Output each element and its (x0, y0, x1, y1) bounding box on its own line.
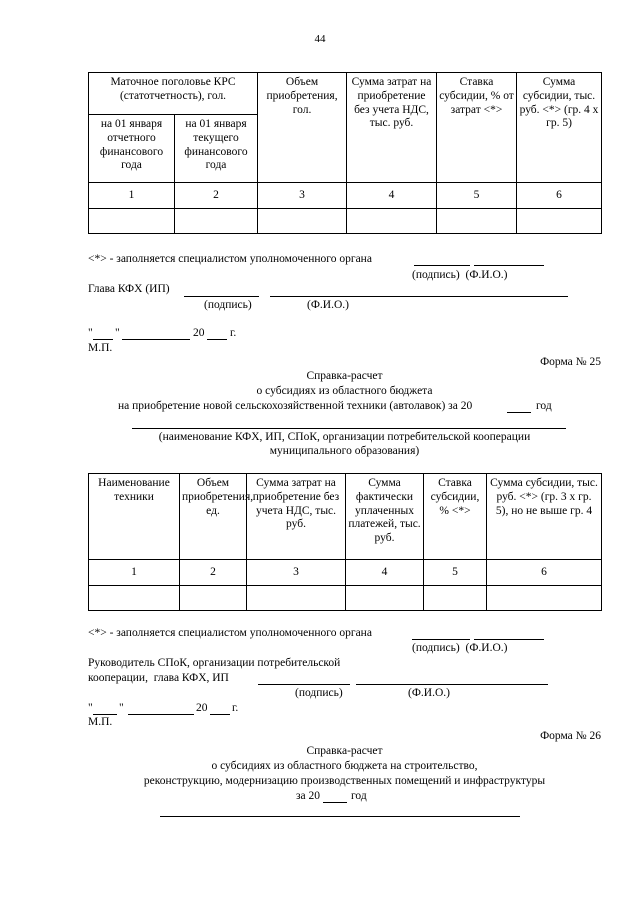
form-25-label: Форма № 25 (540, 356, 601, 368)
header-cost-sum: Сумма затрат на приобретение без учета НДС, тыс. руб. (347, 73, 437, 183)
form-26-year-line[interactable] (323, 802, 347, 803)
col-number: 1 (89, 560, 180, 586)
organization-name-line[interactable] (132, 428, 566, 429)
head-signature-line[interactable] (258, 684, 350, 685)
date-day-line[interactable] (93, 339, 113, 340)
header-herd-group: Маточное поголовье КРС (статотчетность), гол. (89, 73, 258, 115)
date-month-line[interactable] (122, 339, 190, 340)
header-current-year: на 01 января текущего финансового года (175, 115, 258, 183)
col-number: 1 (89, 183, 175, 209)
date-open-quote: " (88, 702, 93, 714)
header-purchase-volume: Объем приобретения, ед. (180, 474, 247, 560)
footnote-captions: (подпись) (Ф.И.О.) (412, 269, 508, 281)
footnote-captions: (подпись) (Ф.И.О.) (412, 642, 508, 654)
col-number: 2 (180, 560, 247, 586)
date-close-quote: " (115, 327, 120, 339)
signature-line[interactable] (414, 265, 470, 266)
sign-caption: (подпись) (295, 687, 343, 699)
table-number-row (89, 560, 602, 586)
form-25-year-line[interactable] (507, 412, 531, 413)
date-day-line[interactable] (93, 714, 117, 715)
date-year-prefix: 20 (196, 702, 208, 714)
table-cell[interactable] (180, 586, 247, 611)
table-cell[interactable] (437, 209, 517, 234)
table-cell[interactable] (346, 586, 424, 611)
head-fio-line[interactable] (356, 684, 548, 685)
form-26-subtitle-2: реконструкцию, модернизацию производственных помещений и инфраструктуры (143, 775, 546, 787)
head-signature-line[interactable] (184, 296, 259, 297)
header-paid-sum: Сумма фактически уплаченных платежей, тыс. руб. (346, 474, 424, 560)
table-cell[interactable] (424, 586, 487, 611)
date-year-line[interactable] (210, 714, 230, 715)
form-26-label: Форма № 26 (540, 730, 601, 742)
col-number: 3 (247, 560, 346, 586)
form-26-subtitle-1: о субсидиях из областного бюджета на строительство, (211, 760, 478, 772)
fio-caption: (Ф.И.О.) (408, 687, 450, 699)
date-month-line[interactable] (128, 714, 194, 715)
table-cell[interactable] (487, 586, 602, 611)
date-year-prefix: 20 (193, 327, 205, 339)
table-cell[interactable] (517, 209, 602, 234)
form-25-title: Справка-расчет (306, 370, 383, 382)
signature-line[interactable] (412, 639, 470, 640)
header-subsidy-sum: Сумма субсидии, тыс. руб. <*> (гр. 3 х гр. 5), но не выше гр. 4 (487, 474, 602, 560)
date-suffix: г. (232, 702, 239, 714)
date-open-quote: " (88, 327, 93, 339)
date-year-line[interactable] (207, 339, 227, 340)
header-cost-sum: Сумма затрат на приобретение без учета НДС, тыс. руб. (247, 474, 346, 560)
col-number: 3 (258, 183, 347, 209)
col-number: 6 (487, 560, 602, 586)
header-subsidy-rate: Ставка субсидии, % от затрат <*> (437, 73, 517, 183)
form-26-organization-line[interactable] (160, 816, 520, 817)
form-26-title: Справка-расчет (306, 745, 383, 757)
table-machinery-subsidy (88, 473, 602, 611)
page-number: 44 (314, 33, 326, 45)
header-subsidy-sum: Сумма субсидии, тыс. руб. <*> (гр. 4 х гр. 5) (517, 73, 602, 183)
col-number: 4 (347, 183, 437, 209)
table-number-row (89, 183, 602, 209)
col-number: 4 (346, 560, 424, 586)
col-number: 2 (175, 183, 258, 209)
footnote: <*> - заполняется специалистом уполномоченного органа (88, 253, 372, 265)
fio-caption: (Ф.И.О.) (307, 299, 349, 311)
header-purchase-volume: Объем приобретения, гол. (258, 73, 347, 183)
date-suffix: г. (230, 327, 237, 339)
table-cell[interactable] (89, 586, 180, 611)
form-26-period-prefix: за 20 (296, 790, 321, 802)
head-label-line-1: Руководитель СПоК, организации потребительской (88, 657, 341, 669)
fio-line[interactable] (474, 639, 544, 640)
table-cell[interactable] (347, 209, 437, 234)
head-fio-line[interactable] (270, 296, 568, 297)
table-cell[interactable] (175, 209, 258, 234)
stamp-place: М.П. (88, 342, 113, 354)
sign-caption: (подпись) (204, 299, 252, 311)
header-machinery-name: Наименование техники (89, 474, 180, 560)
organization-caption-1: (наименование КФХ, ИП, СПоК, организации потребительской кооперации (158, 431, 531, 443)
organization-caption-2: муниципального образования) (269, 445, 420, 457)
date-close-quote: " (119, 702, 124, 714)
table-cell[interactable] (247, 586, 346, 611)
col-number: 6 (517, 183, 602, 209)
header-subsidy-rate: Ставка субсидии, % <*> (424, 474, 487, 560)
form-25-period-suffix: год (536, 400, 552, 412)
footnote: <*> - заполняется специалистом уполномоченного органа (88, 627, 372, 639)
table-cattle-subsidy (88, 72, 602, 234)
col-number: 5 (424, 560, 487, 586)
head-label-line-2: кооперации, глава КФХ, ИП (88, 672, 229, 684)
header-reporting-year: на 01 января отчетного финансового года (89, 115, 175, 183)
form-25-subtitle: о субсидиях из областного бюджета (256, 385, 433, 397)
table-cell[interactable] (89, 209, 175, 234)
table-cell[interactable] (258, 209, 347, 234)
col-number: 5 (437, 183, 517, 209)
table-empty-row[interactable] (89, 586, 602, 611)
form-26-period-suffix: год (351, 790, 367, 802)
stamp-place: М.П. (88, 716, 113, 728)
head-label: Глава КФХ (ИП) (88, 283, 170, 295)
fio-line[interactable] (474, 265, 544, 266)
table-empty-row[interactable] (89, 209, 602, 234)
form-25-period-prefix: на приобретение новой сельскохозяйственной техники (автолавок) за 20 (118, 400, 473, 412)
